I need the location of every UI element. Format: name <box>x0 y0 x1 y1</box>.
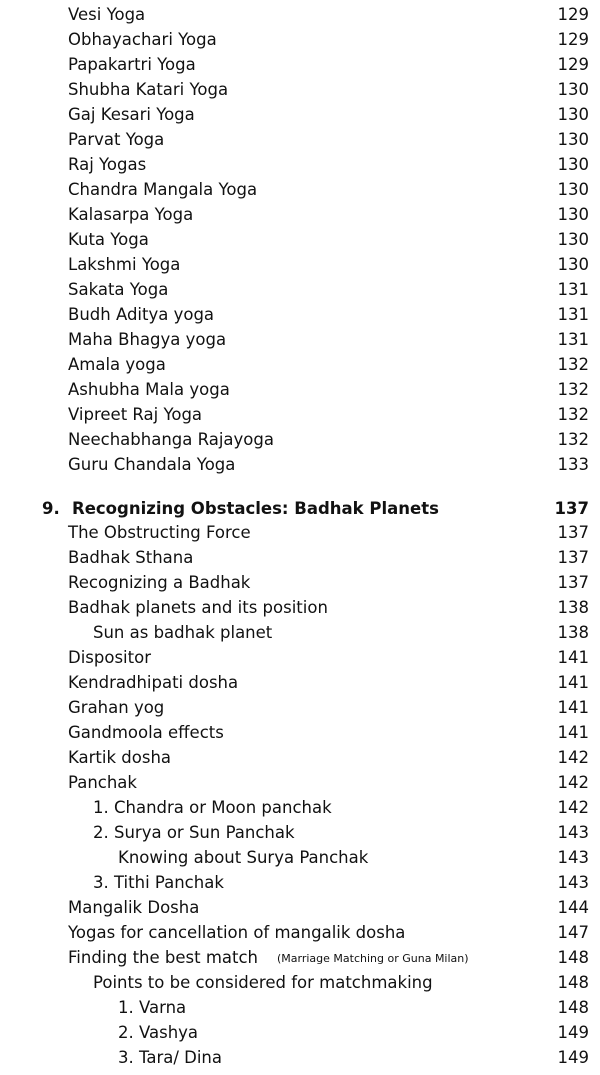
entry-title: Neechabhanga Rajayoga <box>68 430 274 449</box>
toc-entry <box>0 53 600 77</box>
toc-entry <box>0 646 600 670</box>
entry-title: Knowing about Surya Panchak <box>118 848 369 867</box>
entry-title: Lakshmi Yoga <box>68 255 181 274</box>
page-number: 137 <box>557 523 589 542</box>
page-number: 132 <box>557 405 589 424</box>
page-number: 143 <box>557 873 589 892</box>
toc-entry <box>0 871 600 895</box>
entry-title: 1. Chandra or Moon panchak <box>93 798 332 817</box>
toc-entry <box>0 746 600 770</box>
toc-entry <box>0 821 600 845</box>
entry-title: Raj Yogas <box>68 155 147 174</box>
page-number: 129 <box>557 55 589 74</box>
entry-title: The Obstructing Force <box>68 523 251 542</box>
page-number: 148 <box>557 973 589 992</box>
entry-title: Shubha Katari Yoga <box>68 80 229 99</box>
page-number: 138 <box>557 598 589 617</box>
page-number: 137 <box>557 573 589 592</box>
entry-title: Badhak planets and its position <box>68 598 328 617</box>
page-number: 132 <box>557 430 589 449</box>
entry-title: Ashubha Mala yoga <box>68 380 230 399</box>
entry-title: Amala yoga <box>68 355 166 374</box>
entry-title: Kendradhipati dosha <box>68 673 239 692</box>
entry-title: Gandmoola effects <box>68 723 224 742</box>
chapter-title: Recognizing Obstacles: Badhak Planets <box>72 499 439 518</box>
page-number: 129 <box>557 30 589 49</box>
entry-title: Recognizing a Badhak <box>68 573 251 592</box>
page-number: 131 <box>557 280 589 299</box>
toc-entry <box>0 696 600 720</box>
page-number: 130 <box>557 230 589 249</box>
toc-entry <box>0 78 600 102</box>
entry-title: Parvat Yoga <box>68 130 165 149</box>
entry-title: Points to be considered for matchmaking <box>93 973 433 992</box>
entry-title: Sakata Yoga <box>68 280 169 299</box>
entry-title: Vesi Yoga <box>68 5 146 24</box>
entry-title: Guru Chandala Yoga <box>68 455 236 474</box>
entry-title: Mangalik Dosha <box>68 898 200 917</box>
toc-entry <box>0 203 600 227</box>
page-number: 133 <box>557 455 589 474</box>
toc-chapter-entry <box>0 497 600 521</box>
toc-entry <box>0 28 600 52</box>
page-number: 149 <box>557 1023 589 1042</box>
page-number: 147 <box>557 923 589 942</box>
toc-entry <box>0 896 600 920</box>
entry-title: Finding the best match <box>68 948 259 967</box>
entry-title: Panchak <box>68 773 137 792</box>
toc-entry <box>0 353 600 377</box>
entry-title: Budh Aditya yoga <box>68 305 215 324</box>
entry-title: Badhak Sthana <box>68 548 194 567</box>
page-number: 148 <box>557 948 589 967</box>
entry-title: 3. Tithi Panchak <box>93 873 224 892</box>
toc-entry <box>0 796 600 820</box>
toc-entry <box>0 153 600 177</box>
page-number: 144 <box>557 898 589 917</box>
toc-entry <box>0 846 600 870</box>
page-number: 138 <box>557 623 589 642</box>
entry-title: 2. Surya or Sun Panchak <box>93 823 295 842</box>
page-number: 130 <box>557 130 589 149</box>
toc-entry <box>0 378 600 402</box>
page-number: 142 <box>557 798 589 817</box>
page-number: 137 <box>557 548 589 567</box>
toc-entry <box>0 1046 600 1070</box>
entry-title: Kalasarpa Yoga <box>68 205 194 224</box>
page-number: 130 <box>557 155 589 174</box>
toc-entry <box>0 128 600 152</box>
toc-entry <box>0 253 600 277</box>
chapter-number: 9. <box>42 499 60 518</box>
toc-entry <box>0 3 600 27</box>
page-number: 141 <box>557 723 589 742</box>
entry-title: Kartik dosha <box>68 748 172 767</box>
toc-entry <box>0 546 600 570</box>
toc-entry <box>0 328 600 352</box>
page-number: 141 <box>557 673 589 692</box>
toc-entry <box>0 971 600 995</box>
toc-entry <box>0 571 600 595</box>
entry-title: Grahan yog <box>68 698 165 717</box>
toc-entry <box>0 771 600 795</box>
toc-entry <box>0 428 600 452</box>
toc-entry <box>0 103 600 127</box>
entry-title: Sun as badhak planet <box>93 623 273 642</box>
entry-note: (Marriage Matching or Guna Milan) <box>277 952 469 965</box>
toc-entry <box>0 996 600 1020</box>
page-number: 148 <box>557 998 589 1017</box>
toc-entry <box>0 596 600 620</box>
page-number: 132 <box>557 380 589 399</box>
toc-entry <box>0 178 600 202</box>
entry-title: Yogas for cancellation of mangalik dosha <box>68 923 406 942</box>
toc-entry <box>0 403 600 427</box>
page-number: 143 <box>557 848 589 867</box>
toc-entry <box>0 721 600 745</box>
page-number: 130 <box>557 105 589 124</box>
page-number: 130 <box>557 205 589 224</box>
page-number: 141 <box>557 698 589 717</box>
toc-entry <box>0 921 600 945</box>
entry-title: Maha Bhagya yoga <box>68 330 227 349</box>
toc-entry <box>0 671 600 695</box>
entry-title: Vipreet Raj Yoga <box>68 405 203 424</box>
entry-title: Dispositor <box>68 648 151 667</box>
entry-title: Papakartri Yoga <box>68 55 196 74</box>
toc-entry <box>0 278 600 302</box>
page-number: 142 <box>557 773 589 792</box>
page-number: 130 <box>557 255 589 274</box>
entry-title: Chandra Mangala Yoga <box>68 180 258 199</box>
page-number: 130 <box>557 80 589 99</box>
entry-title: 1. Varna <box>118 998 187 1017</box>
entry-title: Gaj Kesari Yoga <box>68 105 195 124</box>
page-number: 129 <box>557 5 589 24</box>
toc-entry <box>0 303 600 327</box>
entry-title: 2. Vashya <box>118 1023 199 1042</box>
toc-entry <box>0 1021 600 1045</box>
page-number: 143 <box>557 823 589 842</box>
page-number: 130 <box>557 180 589 199</box>
page-number: 141 <box>557 648 589 667</box>
page-number: 149 <box>557 1048 589 1067</box>
entry-title: 3. Tara/ Dina <box>118 1048 223 1067</box>
toc-entry <box>0 228 600 252</box>
page-number: 131 <box>557 330 589 349</box>
toc-entry <box>0 946 600 970</box>
toc-entry <box>0 621 600 645</box>
page-number: 142 <box>557 748 589 767</box>
entry-title: Kuta Yoga <box>68 230 149 249</box>
page-number: 132 <box>557 355 589 374</box>
entry-title: Obhayachari Yoga <box>68 30 217 49</box>
toc-entry <box>0 453 600 477</box>
page-number: 131 <box>557 305 589 324</box>
toc-entry <box>0 521 600 545</box>
page-number: 137 <box>554 499 589 518</box>
